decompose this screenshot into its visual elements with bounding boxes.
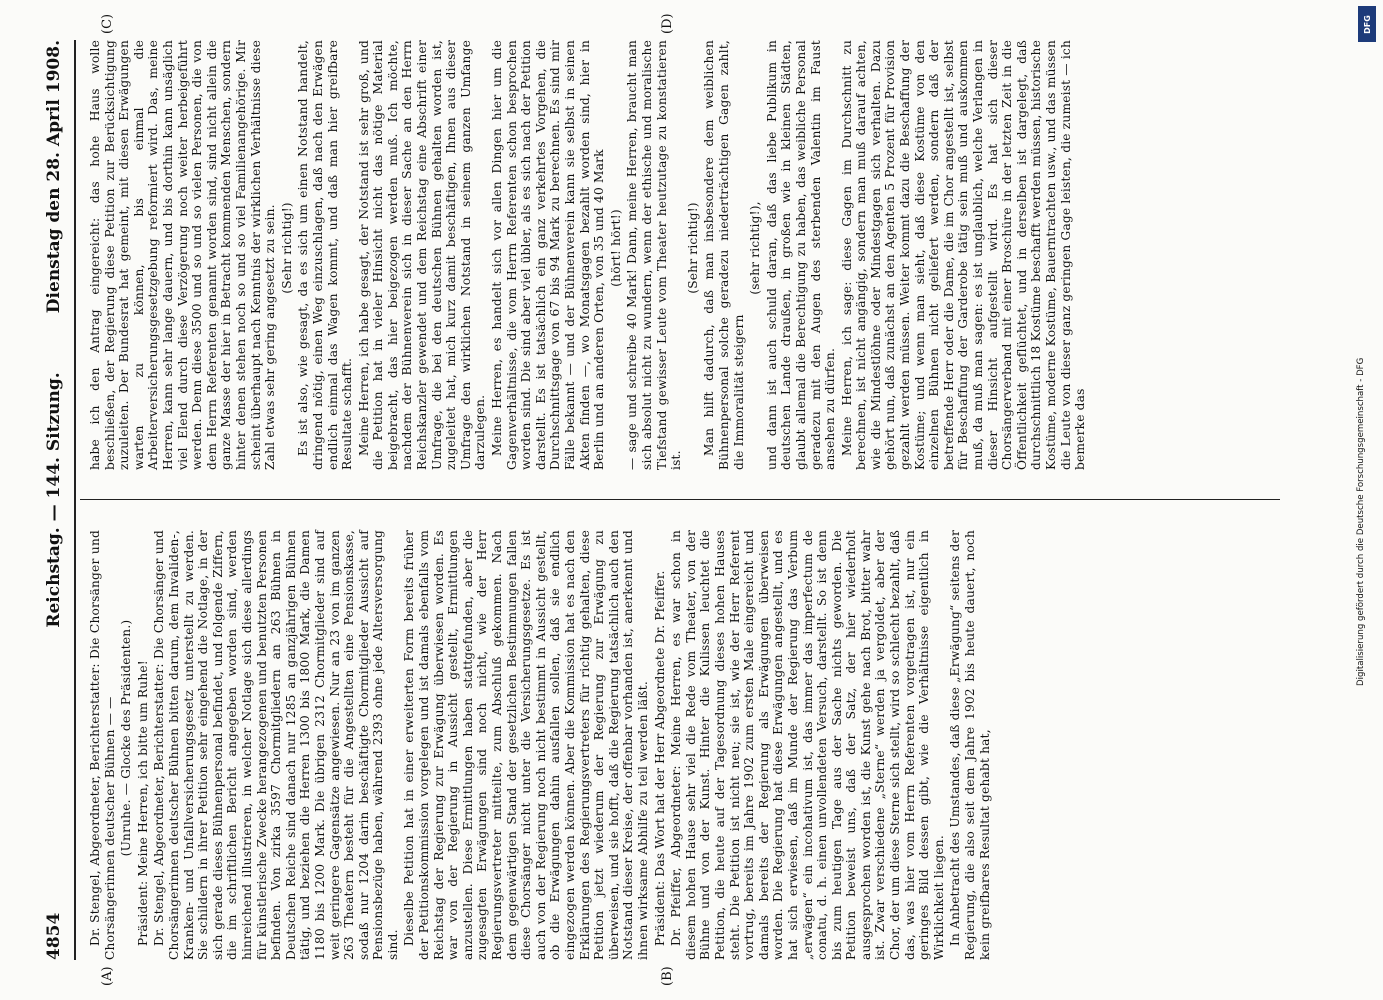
interjection: (Unruhe. — Glocke des Präsidenten.) [119,619,134,857]
paragraph: Man hilft dadurch, daß man insbesondere dem weiblichen Bühnenpersonal solche geradezu niederträchtigen Gagen zahlt, die Immoralität steigern [702,40,746,470]
paragraph: Präsident: Das Wort hat der Herr Abgeordnete Dr. Pfeiffer. [652,570,667,946]
credit-text: Digitalisierung gefördert durch die Deutsche Forschungsgemeinschaft - DFG [1356,357,1366,686]
margin-mark-b: (B) [660,966,675,986]
interjection: (Sehr richtig!) [685,202,700,294]
interjection: (hört! hört!) [608,209,623,287]
margin-mark-d: (D) [660,13,675,34]
header-rule [74,40,76,960]
paragraph: In Anbetracht des Umstandes, daß diese „Erwägung“ seitens der Regierung, die also seit dem Jahre 1902 bis heute dauert, noch kein greifbares Resultat gehabt hat, [948,530,992,960]
paragraph: Präsident: Meine Herren, ich bitte um Ruhe! [135,660,150,946]
paragraph: Es ist also, wie gesagt, da es sich um einen Notstand handelt, dringend nötig, einen Weg einzuschlagen, daß nach den Erwägen endlich einmal das Wagen kommt, und daß man hier greifbare Resultate schafft. [296,40,355,470]
session-title: Reichstag. — 144. Sitzung. [44,372,64,628]
column-divider [80,499,1280,500]
paragraph: Dr. Stengel, Abgeordneter, Berichterstatter: Die Chorsänger und Chorsängerinnen deutscher Bühnen bitten darum, dem Invaliden-, Kranken- und Unfallversicherungsgesetz unterstellt zu werden. Sie schildern in ihrer Petition sehr eingehend die Notlage, in der sich gerade dieses Bühnenpersonal befindet, und folgende Ziffern, die im schriftlichen Bericht angegeben worden sind, werden hinreichend illustrieren, in welcher Notlage sich diese allerdings für künstlerische Zwecke herangezogenen und benutzten Personen befinden. Von zirka 3597 Chormitgliedern an 263 Bühnen in Deutschen Reiche sind danach nur 1285 an ganzjährigen Bühnen tätig, und beziehen die Herren 1300 bis 1800 Mark, die Damen 1180 bis 1200 Mark. Die übrigen 2312 Chormitglieder sind auf weit geringere Gagensätze angewiesen. Nur an 23 von im ganzen 263 Theatern besteht für die Angestellten eine Pensionskasse, sodaß nur 1204 darin beschäftigte Chormitglieder Aussicht auf Pensionsbezüge haben, während 2393 ohne jede Altersversorgung sind. [152,530,400,960]
paragraph: Dr. Pfeiffer, Abgeordneter: Meine Herren, es war schon in diesem hohen Hause sehr viel die Rede vom Theater, von der Bühne und von der Kunst. Hinter die Kulissen leuchtet die Petition, die heute auf der Tagesordnung dieses hohen Hauses steht. Die Petition ist nicht neu; sie ist, wie der Herr Referent vortrug, bereits im Jahre 1902 zum ersten Male eingereicht und damals bereits der Regierung als Erwägungen überweisen worden. Die Regierung hat diese Erwägungen angestellt, und es hat sich erwiesen, daß im Munde der Regierung das Verbum „erwägen“ ein incohativum ist, das immer das imperfectum de conatu, d. h. einen unvollendeten Versuch, darstellt. So ist denn bis zum heutigen Tage aus der Sache nichts geworden. Die Petition beweist uns, daß der Satz, der hier wiederholt ausgesprochen worden ist, die Kunst gehe nach Brot, bitter wahr ist. Zwar verschiedene „Sterne“ werden ja vergoldet, aber der Chor, der um diese Sterne sich stellt, wird so schlecht bezahlt, daß das, was hier vom Herrn Referenten vorgetragen ist, nur ein geringes Bild dessen gibt, wie die Verhältnisse eigentlich in Wirklichkeit liegen. [669,530,946,960]
margin-mark-c: (C) [100,13,115,34]
margin-mark-a: (A) [100,966,115,986]
paragraph: — sage und schreibe 40 Mark! Dann, meine Herren, braucht man sich absolut nicht zu wundern, wenn der ethische und moralische Tiefstand gewisser Leute vom Theater heutzutage zu konstatieren ist. [625,40,684,470]
interjection: (sehr richtig!), [748,201,763,295]
paragraph: und dann ist auch schuld daran, daß das liebe Publikum in deutschen Lande draußen, in großen wie in kleinen Städten, glaubt allemal die Berechtigung zu haben, das weibliche Personal geradezu mit den Augen des sterbenden Valentin im Faust ansehen zu dürfen. [764,40,838,470]
paragraph: Dr. Stengel, Abgeordneter, Berichterstatter: Die Chorsänger und Chorsängerinnen deutscher Bühnen — — [88,530,117,960]
page-header [44,40,74,960]
digitization-credit [1356,16,1378,686]
paragraph: habe ich den Antrag eingereicht: das hohe Haus wolle beschließen, der Regierung diese Petition zur Berücksichtigung zuzuleiten. Der Bundesrat hat gemeint, mit diesen Erwägungen warten zu können, bis einmal die Arbeiterversicherungsgesetzgebung reformiert wird. Das, meine Herren, kann sehr lange dauern, und bis dorthin kann unsäglich viel Elend durch diese Verzögerung noch weiter herbeigeführt werden. Denn diese 3500 und so und so vielen Personen, die von dem Herrn Referenten genannt worden sind, sind nicht allein die ganze Masse der hier in Betracht kommenden Menschen, sondern hinter denen stehen noch so und so viel Familienangehörige. Mir scheint überhaupt nach Kenntnis der wirklichen Verhältnisse diese Zahl etwas sehr gering angesetzt zu sein. [88,40,278,470]
dfg-logo: DFG [1358,6,1376,42]
page-number: 4854 [44,912,64,960]
paragraph: Meine Herren, ich habe gesagt, der Notstand ist sehr groß, und die Petition hat in vieler Hinsicht nicht das nötige Material beigebracht, das hier beigezogen werden muß. Ich möchte, nachdem der Bühnenverein sich in dieser Sache an den Herrn Reichskanzler gewendet und dem Reichstag eine Abschrift einer Umfrage, die bei den deutschen Bühnen gehalten worden ist, zugeleitet hat, mich kurz damit beschäftigen, Ihnen aus dieser Umfrage den wirklichen Notstand in seinem ganzen Umfange darzulegen. [356,40,488,470]
paragraph: Dieselbe Petition hat in einer erweiterten Form bereits früher der Petitionskommission vorgelegen und ist damals ebenfalls vom Reichstag der Regierung zur Erwägung überwiesen worden. Es war von der Regierung in Aussicht gestellt, Ermittlungen anzustellen. Diese Ermittlungen haben stattgefunden, aber die zugesagten Erwägungen sind noch nicht, wie der Herr Regierungsvertreter mitteilte, zum Abschluß gekommen. Nach dem gegenwärtigen Stand der gesetzlichen Bestimmungen fallen diese Chorsänger nicht unter die Versicherungsgesetze. Es ist auch von der Regierung noch nicht bestimmt in Aussicht gestellt, ob die Erwägungen dahin ausfallen sollen, daß sie endlich eingezogen werden können. Aber die Kommission hat es nach den Erklärungen des Regierungsvertreters für richtig gehalten, diese Petition jetzt wiederum der Regierung zur Erwägung zu überweisen, und sie hofft, daß die Regierung tatsächlich auch den Notstand dieser Kreise, der offenbar vorhanden ist, anerkennt und ihnen wirksame Abhilfe zu teil werden läßt. [402,530,650,960]
session-date: Dienstag den 28. April 1908. [44,40,64,314]
interjection: (Sehr richtig!) [279,202,294,294]
left-column [88,530,994,960]
paragraph: Meine Herren, ich sage: diese Gagen im Durchschnitt zu berechnen, ist nicht angängig, sondern man muß darauf achten, wie die Mindestlöhne oder Mindestgagen sich verhalten. Dazu gehört nun, daß zunächst an den Agenten 5 Prozent für Provision gezahlt werden müssen. Weiter kommt dazu die Beschaffung der Kostüme; und wenn man sieht, daß diese Kostüme von den einzelnen Bühnen nicht geliefert werden, sondern daß der betreffende Herr oder die Dame, die im Chor angestellt ist, selbst für Beschaffung der Garderobe tätig sein muß und auskommen muß, da muß man sagen: es ist unglaublich, welche Verlangen in dieser Hinsicht aufgestellt wird. Es hat sich dieser Chorsängerverband mit einer Broschüre in der letzten Zeit in die Öffentlichkeit geflüchtet, und in derselben ist dargelegt, daß durchschnittlich 18 Kostüme beschafft werden müssen, historische Kostüme, moderne Kostüme, Bauerntrachten usw., und das müssen die Leute von dieser ganz geringen Gage leisten, die zumeist — ich bemerke das [839,40,1088,470]
right-column [88,40,1090,470]
paragraph: Meine Herren, es handelt sich vor allen Dingen hier um die Gagenverhältnisse, die vom Herrn Referenten schon besprochen worden sind. Die sind aber viel übler, als es sich nach der Petition darstellt. Es ist tatsächlich ein ganz verkehrtes Vorgehen, die Durchschnittsgage von 67 bis 94 Mark zu berechnen. Es sind mir Fälle bekannt — und der Bühnenverein kann sie selbst in seinen Akten finden —, wo Monatsgagen bezahlt worden sind, hier in Berlin und an anderen Orten, von 35 und 40 Mark [490,40,607,470]
